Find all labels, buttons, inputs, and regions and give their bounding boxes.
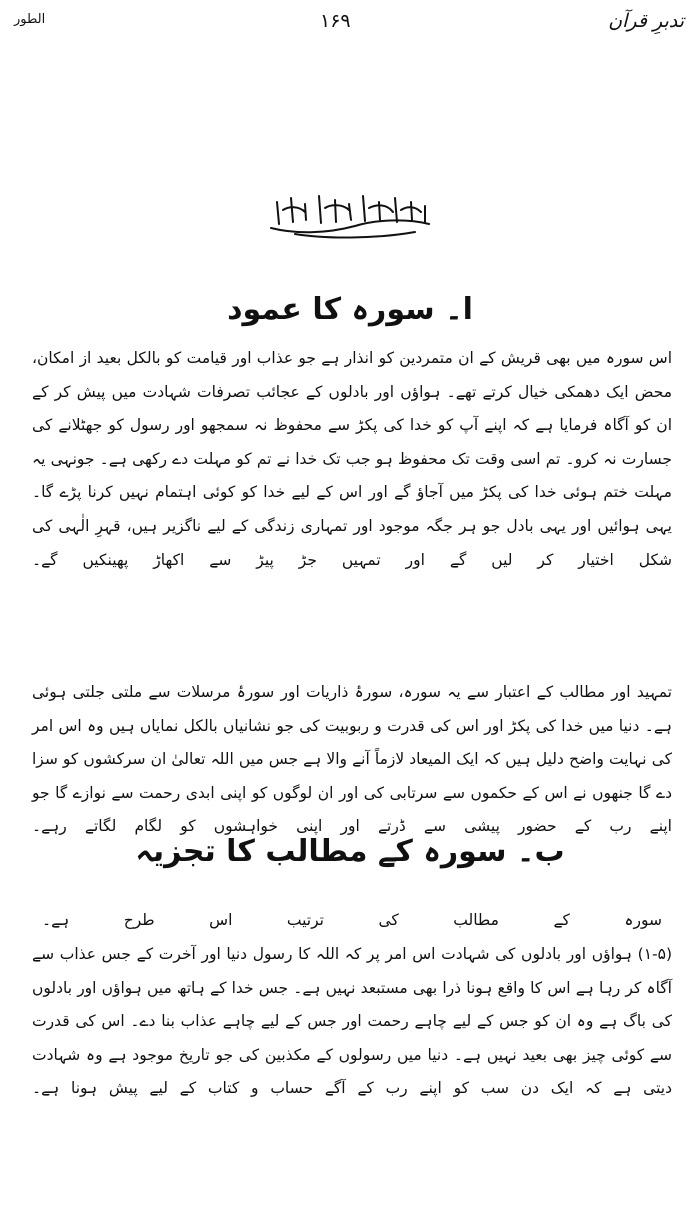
section-heading-surah-theme: ا۔ سورہ کا عمود (227, 292, 473, 327)
book-title: تدبرِ قرآن (608, 10, 684, 32)
paragraph-theme-1: اس سورہ میں بھی قریش کے ان متمردین کو انذار ہے جو عذاب اور قیامت کو بالکل بعید از امکان، محض ایک دھمکی خیال کرتے تھے۔ ہواؤں اور بادلوں کے عجائب تصرفات شہادت میں پیش کر کے ان کو آگاہ فرمایا ہے کہ اپنے آپ کو خدا کی پکڑ سے محفوظ نہ سمجھو اور رسول کو جھٹلانے کی جسارت نہ کرو۔ تم اسی وقت تک محفوظ ہو جب تک خدا نے تم کو مہلت دے رکھی ہے۔ جونہی یہ مہلت ختم ہوئی خدا کی پکڑ میں آجاؤ گے اور اس کے لیے خدا کو کوئی اہتمام نہیں کرنا پڑے گا۔ یہی ہوائیں اور یہی بادل جو ہر جگہ موجود اور تمہاری زندگی کے لیے ناگزیر ہیں، قہرِ الٰہی کی شکل اختیار کر لیں گے اور تمہیں جڑ پیڑ سے اکھاڑ پھینکیں گے۔ (32, 349, 672, 569)
analysis-intro: سورہ کے مطالب کی ترتیب اس طرح ہے۔ (42, 911, 662, 929)
bismillah-calligraphy (265, 190, 435, 240)
svg-text:بسم اللہ الرحمن الرحیم: بسم اللہ الرحمن الرحیم (344, 221, 356, 222)
section-heading-analysis: ب۔ سورہ کے مطالب کا تجزیہ (135, 834, 565, 869)
page-number: ۱۶۹ (320, 10, 351, 32)
surah-reference: الطور (14, 12, 46, 27)
paragraph-analysis-1: (۱-۵) ہواؤں اور بادلوں کی شہادت اس امر پر کہ اللہ کا رسول دنیا اور آخرت کے جس عذاب سے آگاہ کر رہا ہے اس کا واقع ہونا ذرا بھی مستبعد نہیں ہے۔ جس خدا کے ہاتھ میں ہواؤں اور بادلوں کی باگ ہے وہ ان کو جس کے لیے چاہے رحمت اور جس کے لیے چاہے عذاب بنا دے۔ اس کی قدرت سے کوئی چیز بھی بعید نہیں ہے۔ دنیا میں رسولوں کے مکذبین کی جو تاریخ موجود ہے وہ شہادت دیتی ہے کہ ایک دن سب کو اپنے رب کے آگے حساب و کتاب کے لیے پیش ہونا ہے۔ (32, 945, 672, 1098)
running-header (0, 6, 700, 38)
paragraph-theme-2: تمہید اور مطالب کے اعتبار سے یہ سورہ، سورۂ ذاریات اور سورۂ مرسلات سے ملتی جلتی ہوئی ہے۔ دنیا میں خدا کی پکڑ اور اس کی قدرت و ربوبیت کی جو نشانیاں بالکل نمایاں ہیں وہ اس امر کی نہایت واضح دلیل ہیں کہ ایک المیعاد لازماً آنے والا ہے جس میں اللہ تعالیٰ ان سرکشوں کو سزا دے گا جنھوں نے اس کے حکموں سے سرتابی کی اور ان لوگوں کو اپنی ابدی رحمت سے نوازے گا جو اپنے رب کے حضور پیشی سے ڈرتے اور اپنی خواہشوں کو لگام لگاتے رہے۔ (32, 683, 672, 836)
